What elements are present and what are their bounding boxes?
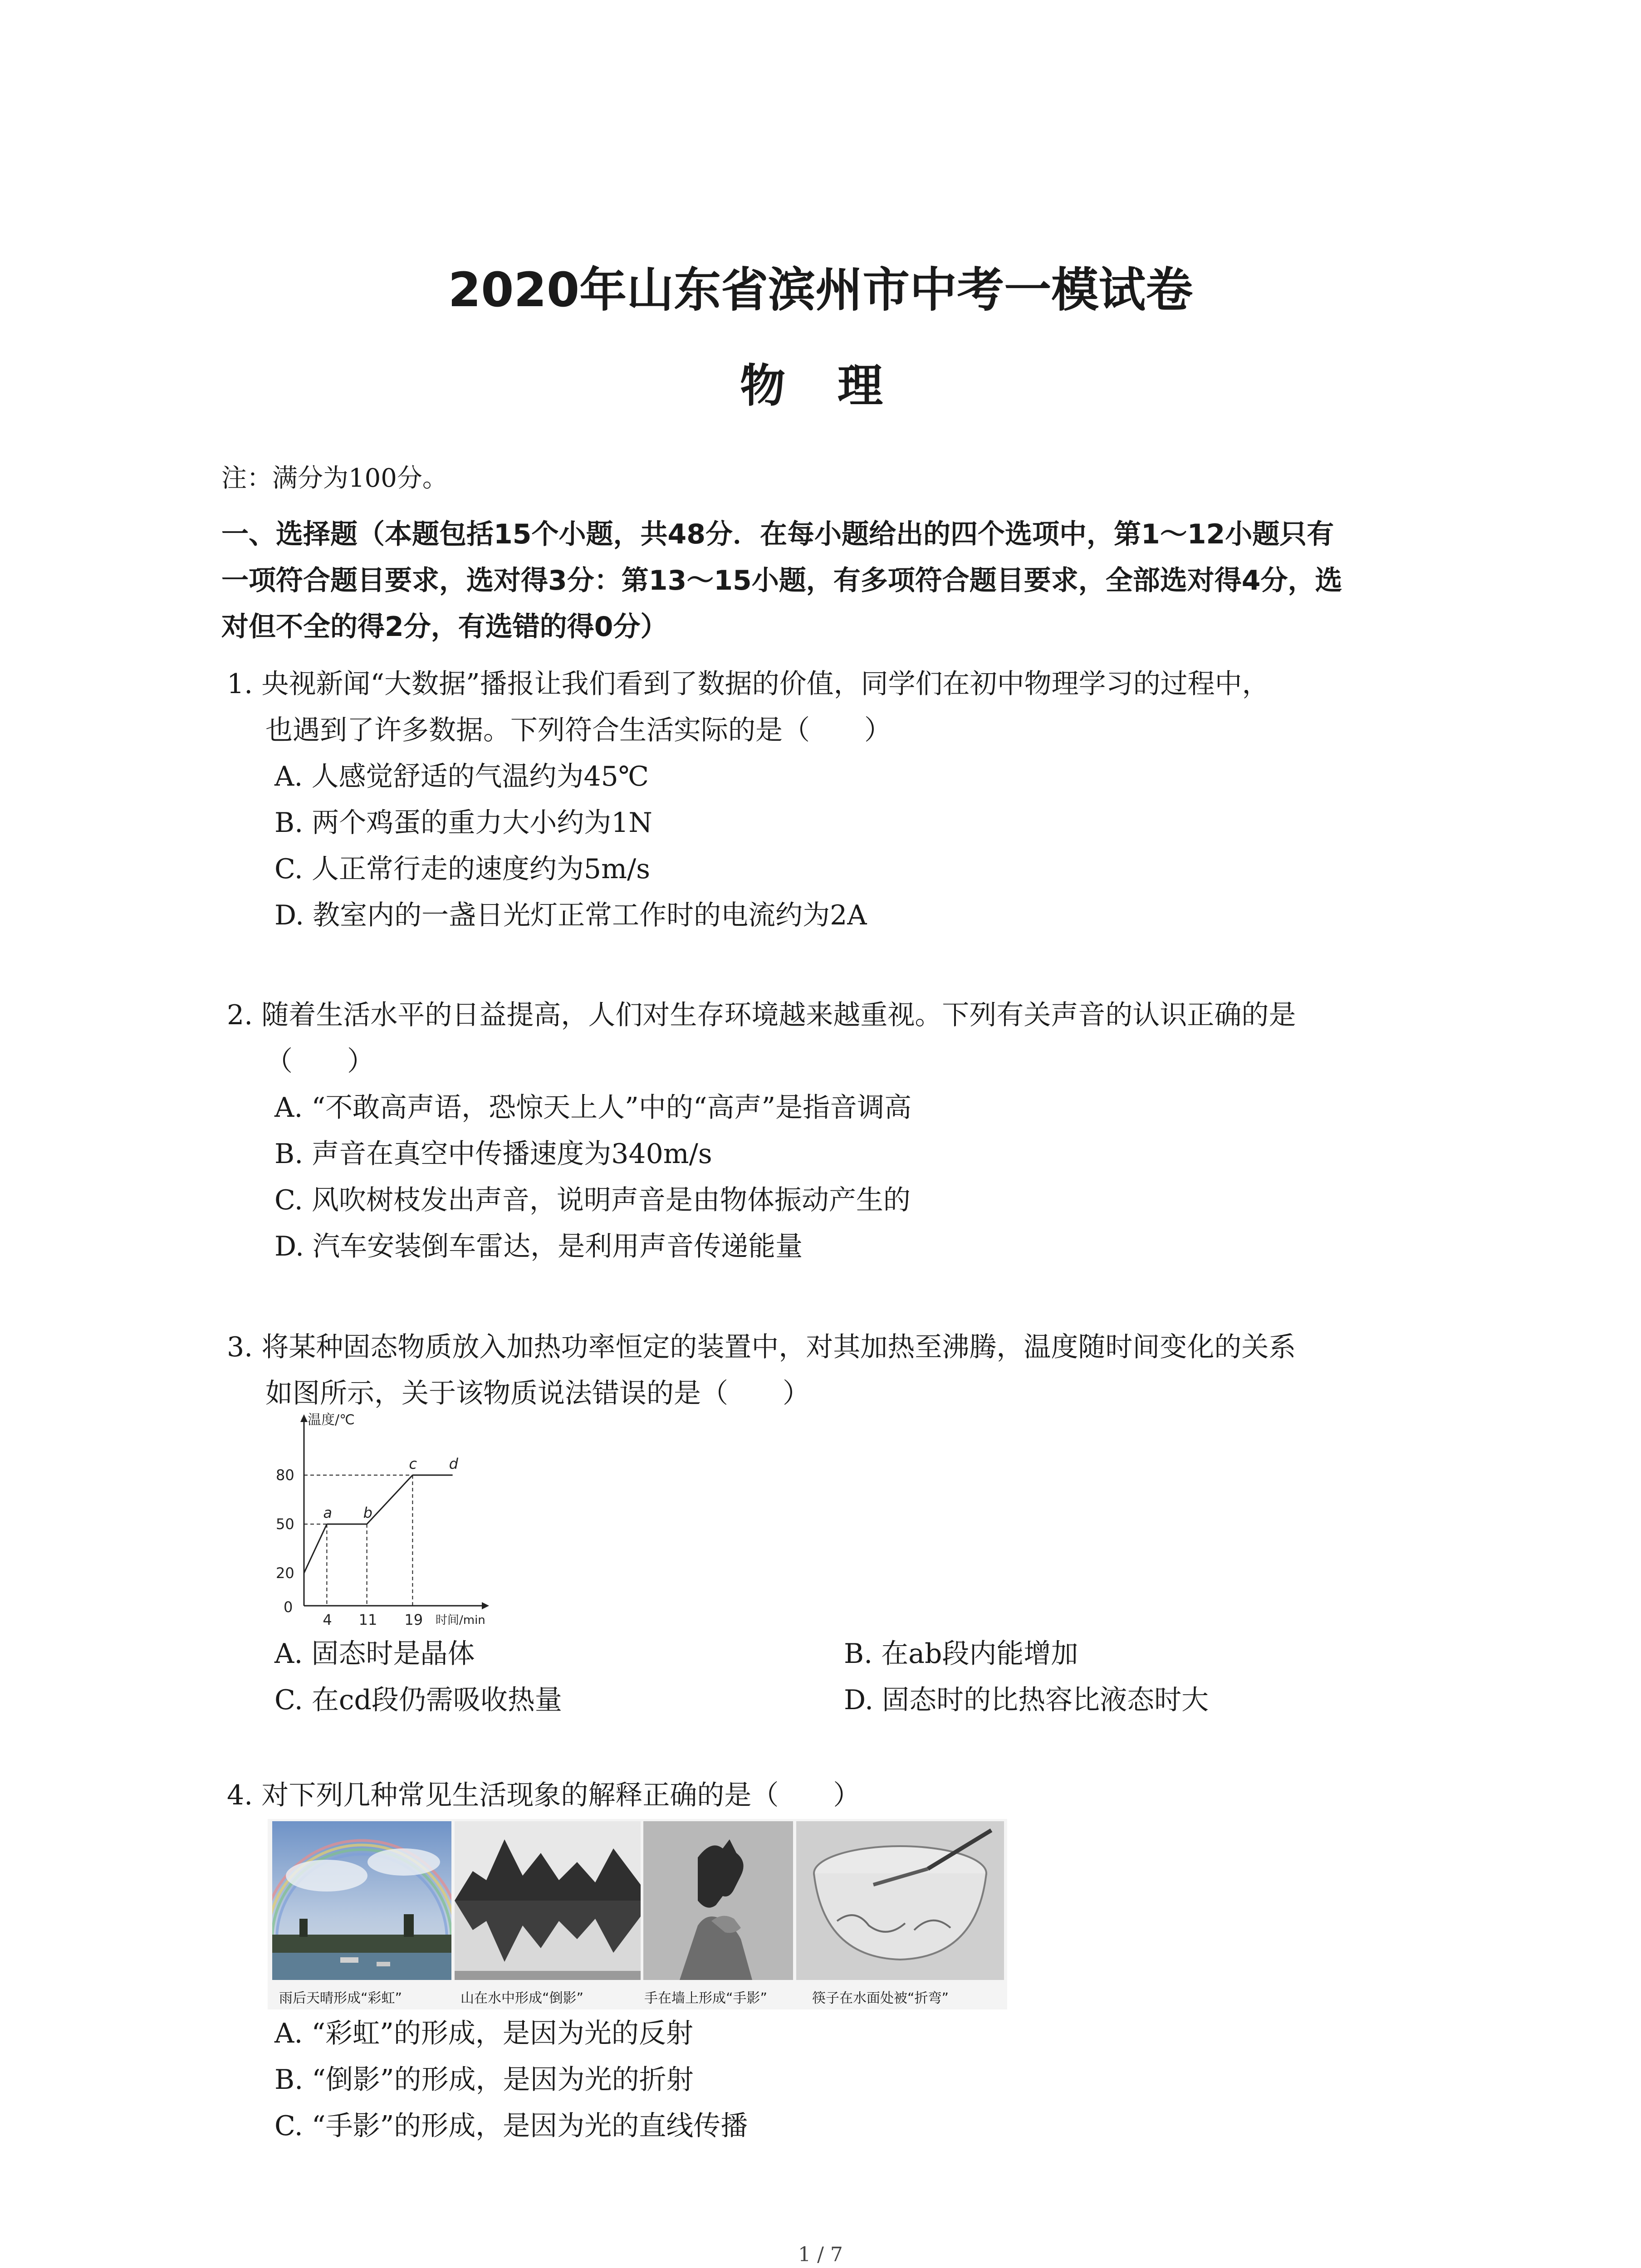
x-tick-label: 11 <box>358 1611 377 1628</box>
x-axis-label: 时间/min <box>436 1613 485 1627</box>
q3-option-a: A. 固态时是晶体 <box>274 1638 475 1670</box>
section1-line1: 一、选择题（本题包括15个小题，共48分．在每小题给出的四个选项中，第1～12小题只有 <box>221 518 1334 550</box>
rainbow-photo <box>272 1821 451 1980</box>
page-title: 2020年山东省滨州市中考一模试卷 <box>448 262 1193 318</box>
curve-segment <box>304 1524 327 1573</box>
y-axis-arrow <box>300 1414 308 1422</box>
q2-option-c: C. 风吹树枝发出声音，说明声音是由物体振动产生的 <box>274 1184 911 1216</box>
q4-option-b: B. “倒影”的形成，是因为光的折射 <box>274 2064 694 2096</box>
section1-line3: 对但不全的得2分，有选错的得0分） <box>221 611 668 643</box>
origin-label: 0 <box>284 1598 293 1616</box>
q1-option-a: A. 人感觉舒适的气温约为45℃ <box>274 761 649 792</box>
mountain-reflection-photo <box>455 1821 641 1980</box>
y-axis-label: 温度/℃ <box>308 1412 355 1428</box>
q4-option-c: C. “手影”的形成，是因为光的直线传播 <box>274 2110 748 2142</box>
caption-rainbow: 雨后天晴形成“彩虹” <box>279 1990 402 2006</box>
q1-option-d: D. 教室内的一盏日光灯正常工作时的电流约为2A <box>274 899 867 931</box>
q4-stem-line1: 4. 对下列几种常见生活现象的解释正确的是（ ） <box>227 1779 861 1811</box>
point-label-d: d <box>449 1455 458 1472</box>
temperature-time-chart <box>272 1411 526 1628</box>
curve-segment <box>367 1475 413 1524</box>
q2-option-b: B. 声音在真空中传播速度为340m/s <box>274 1138 712 1170</box>
q2-option-d: D. 汽车安装倒车雷达，是利用声音传递能量 <box>274 1231 803 1262</box>
caption-reflection: 山在水中形成“倒影” <box>460 1990 584 2006</box>
y-tick-label: 50 <box>276 1515 294 1533</box>
q1-option-c: C. 人正常行走的速度约为5m/s <box>274 853 650 885</box>
q2-option-a: A. “不敢高声语，恐惊天上人”中的“高声”是指音调高 <box>274 1092 912 1124</box>
q3-option-d: D. 固态时的比热容比液态时大 <box>844 1684 1209 1716</box>
point-label-c: c <box>409 1455 417 1472</box>
point-label-b: b <box>363 1504 372 1521</box>
point-label-a: a <box>323 1504 333 1521</box>
q3-stem-line1: 3. 将某种固态物质放入加热功率恒定的装置中，对其加热至沸腾，温度随时间变化的关系 <box>227 1331 1296 1363</box>
x-axis-arrow <box>482 1602 489 1609</box>
section1-line2: 一项符合题目要求，选对得3分：第13～15小题，有多项符合题目要求，全部选对得4分，选 <box>221 565 1342 596</box>
q1-stem-line2: 也遇到了许多数据。下列符合生活实际的是（ ） <box>265 714 892 746</box>
x-tick-label: 4 <box>323 1611 332 1628</box>
phenomena-photo-strip <box>268 1819 1007 2009</box>
q2-stem-line2: （ ） <box>265 1046 374 1077</box>
chopstick-bowl-photo <box>796 1821 1004 1980</box>
q1-option-b: B. 两个鸡蛋的重力大小约为1N <box>274 807 652 839</box>
y-tick-label: 20 <box>276 1564 294 1582</box>
q1-stem-line1: 1. 央视新闻“大数据”播报让我们看到了数据的价值，同学们在初中物理学习的过程中， <box>227 668 1269 700</box>
q3-option-b: B. 在ab段内能增加 <box>844 1638 1078 1670</box>
caption-chopstick: 筷子在水面处被“折弯” <box>812 1990 949 2006</box>
caption-hand-shadow: 手在墙上形成“手影” <box>644 1990 768 2006</box>
q2-stem-line1: 2. 随着生活水平的日益提高，人们对生存环境越来越重视。下列有关声音的认识正确的是 <box>227 999 1296 1031</box>
subject-title: 物 理 <box>740 359 901 412</box>
q3-option-c: C. 在cd段仍需吸收热量 <box>274 1684 562 1716</box>
q3-stem-line2: 如图所示，关于该物质说法错误的是（ ） <box>265 1378 810 1409</box>
y-tick-label: 80 <box>276 1466 294 1484</box>
score-note: 注：满分为100分。 <box>221 464 448 493</box>
page-number: 1 / 7 <box>798 2243 843 2266</box>
x-tick-label: 19 <box>404 1611 423 1628</box>
q4-option-a: A. “彩虹”的形成，是因为光的反射 <box>274 2018 693 2049</box>
hand-shadow-photo <box>643 1821 793 1980</box>
